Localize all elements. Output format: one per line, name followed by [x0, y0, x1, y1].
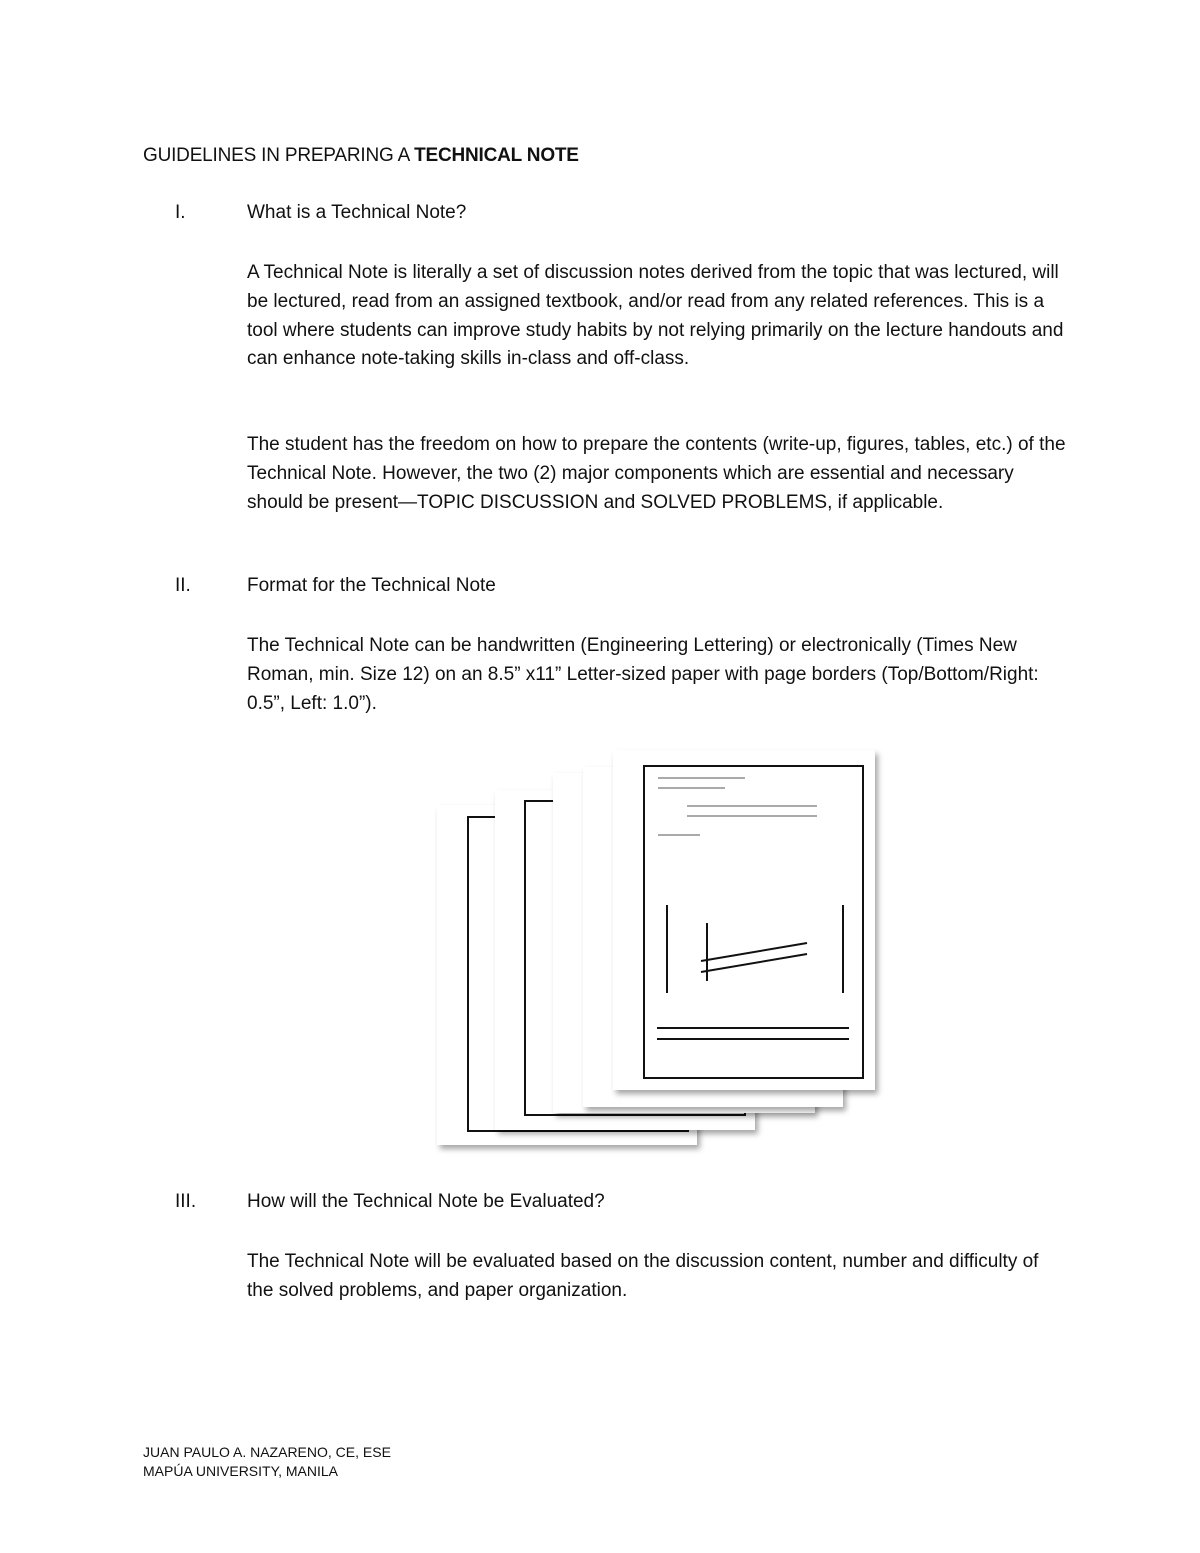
section-3-paragraph-1: The Technical Note will be evaluated based on the discussion content, number and difficulty of the solved problems, and paper organization. [247, 1251, 1039, 1301]
section-title: How will the Technical Note be Evaluated? [247, 1191, 605, 1212]
section-1-paragraph-2: The student has the freedom on how to prepare the contents (write-up, figures, tables, etc.) of the Technical Note. However, the two (2) major components which are essential and necessary should be present—TOPIC DISCUSSION and SOLVED PROBLEMS, if applicable. [247, 434, 1066, 513]
section-number: II. [175, 575, 191, 596]
sample-page-front [613, 750, 875, 1090]
document-title [143, 145, 579, 167]
sample-pages-illustration [425, 745, 885, 1155]
title-prefix: GUIDELINES IN PREPARING A [143, 145, 415, 166]
section-title: What is a Technical Note? [247, 202, 467, 223]
section-2-paragraph-1: The Technical Note can be handwritten (Engineering Lettering) or electronically (Times New Roman, min. Size 12) on an 8.5” x11” Letter-sized paper with page borders (Top/Bottom/Right: 0.5”, Left: 1.0”). [247, 635, 1039, 714]
title-emphasis: TECHNICAL NOTE [414, 145, 579, 166]
footer-institution: MAPÚA UNIVERSITY, MANILA [143, 1463, 339, 1479]
section-1-paragraph-1: A Technical Note is literally a set of discussion notes derived from the topic that was lectured, will be lectured, read from an assigned textbook, and/or read from any related references. This is a tool where students can improve study habits by not relying primarily on the lecture handouts and can enhance note-taking skills in-class and off-class. [247, 262, 1064, 370]
section-number: III. [175, 1191, 197, 1212]
footer-author: JUAN PAULO A. NAZARENO, CE, ESE [143, 1444, 391, 1460]
section-title: Format for the Technical Note [247, 575, 496, 596]
section-number: I. [175, 202, 186, 223]
page-footer [143, 1443, 391, 1481]
